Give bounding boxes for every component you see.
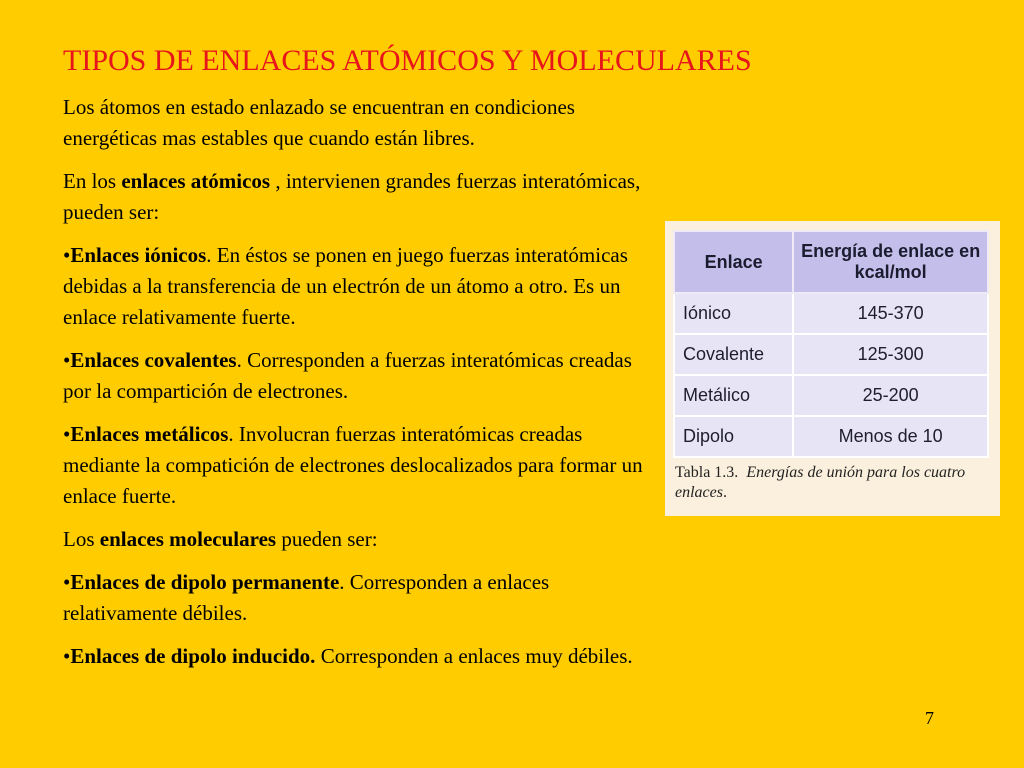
- table-row: [674, 293, 988, 334]
- header-bond: Enlace: [674, 231, 793, 293]
- energy-cell: 25-200: [793, 375, 988, 416]
- bullet-icon: •: [63, 243, 71, 267]
- bond-type-cell: Dipolo: [674, 416, 793, 457]
- bond-type-cell: Iónico: [674, 293, 793, 334]
- permanent-dipole-text: . Corresponden a enlaces relativamente débiles.: [63, 570, 550, 625]
- bond-energy-figure: [665, 221, 1000, 516]
- bullet-icon: •: [63, 348, 71, 372]
- bullet-icon: •: [63, 422, 71, 446]
- atomic-bonds-post: , intervienen grandes fuerzas interatómicas, pueden ser:: [63, 169, 641, 224]
- page-number: 7: [925, 708, 934, 728]
- molecular-bonds-pre: Los: [63, 527, 100, 551]
- molecular-bonds-term: enlaces moleculares: [99, 527, 277, 551]
- bullet-permanent-dipole: [63, 567, 663, 629]
- slide-title: TIPOS DE ENLACES ATÓMICOS Y MOLECULARES: [63, 44, 752, 77]
- slide-body: [63, 92, 663, 684]
- atomic-bonds-paragraph: [63, 166, 663, 228]
- table-row: [674, 375, 988, 416]
- bond-energy-table: [673, 230, 989, 458]
- covalent-text: . Corresponden a fuerzas interatómicas creadas por la compartición de electrones.: [63, 348, 632, 403]
- table-caption: [675, 463, 995, 503]
- caption-end: .: [722, 484, 727, 501]
- covalent-term: Enlaces covalentes: [70, 348, 237, 372]
- bullet-induced-dipole: [63, 641, 663, 672]
- table-header-row: [674, 231, 988, 293]
- table-row: [674, 416, 988, 457]
- permanent-dipole-term: Enlaces de dipolo permanente: [70, 570, 340, 594]
- bond-type-cell: Metálico: [674, 375, 793, 416]
- bullet-icon: •: [63, 570, 71, 594]
- ionic-term: Enlaces iónicos: [70, 243, 207, 267]
- bullet-covalent: [63, 345, 663, 407]
- molecular-bonds-paragraph: [63, 524, 663, 555]
- energy-cell: 145-370: [793, 293, 988, 334]
- atomic-bonds-pre: En los: [63, 169, 122, 193]
- intro-text: Los átomos en estado enlazado se encuentran en condiciones energéticas mas estables que cuando están libres.: [63, 95, 575, 150]
- intro-paragraph: [63, 92, 663, 154]
- bullet-ionic: [63, 240, 663, 333]
- metallic-term: Enlaces metálicos: [70, 422, 229, 446]
- caption-text: Energías de unión para los cuatro enlaces: [675, 464, 966, 501]
- bullet-icon: •: [63, 644, 71, 668]
- energy-cell: 125-300: [793, 334, 988, 375]
- induced-dipole-text: Corresponden a enlaces muy débiles.: [315, 644, 633, 668]
- atomic-bonds-term: enlaces atómicos: [121, 169, 271, 193]
- bullet-metallic: [63, 419, 663, 512]
- induced-dipole-term: Enlaces de dipolo inducido.: [70, 644, 316, 668]
- header-energy: Energía de enlace en kcal/mol: [793, 231, 988, 293]
- table-row: [674, 334, 988, 375]
- energy-cell: Menos de 10: [793, 416, 988, 457]
- ionic-text: . En éstos se ponen en juego fuerzas interatómicas debidas a la transferencia de un electrón de un átomo a otro. Es un enlace relativamente fuerte.: [63, 243, 628, 329]
- molecular-bonds-post: pueden ser:: [276, 527, 378, 551]
- caption-label: Tabla 1.3.: [675, 464, 739, 481]
- metallic-text: . Involucran fuerzas interatómicas creadas mediante la compatición de electrones deslocalizados para formar un enlace fuerte.: [63, 422, 643, 508]
- bond-type-cell: Covalente: [674, 334, 793, 375]
